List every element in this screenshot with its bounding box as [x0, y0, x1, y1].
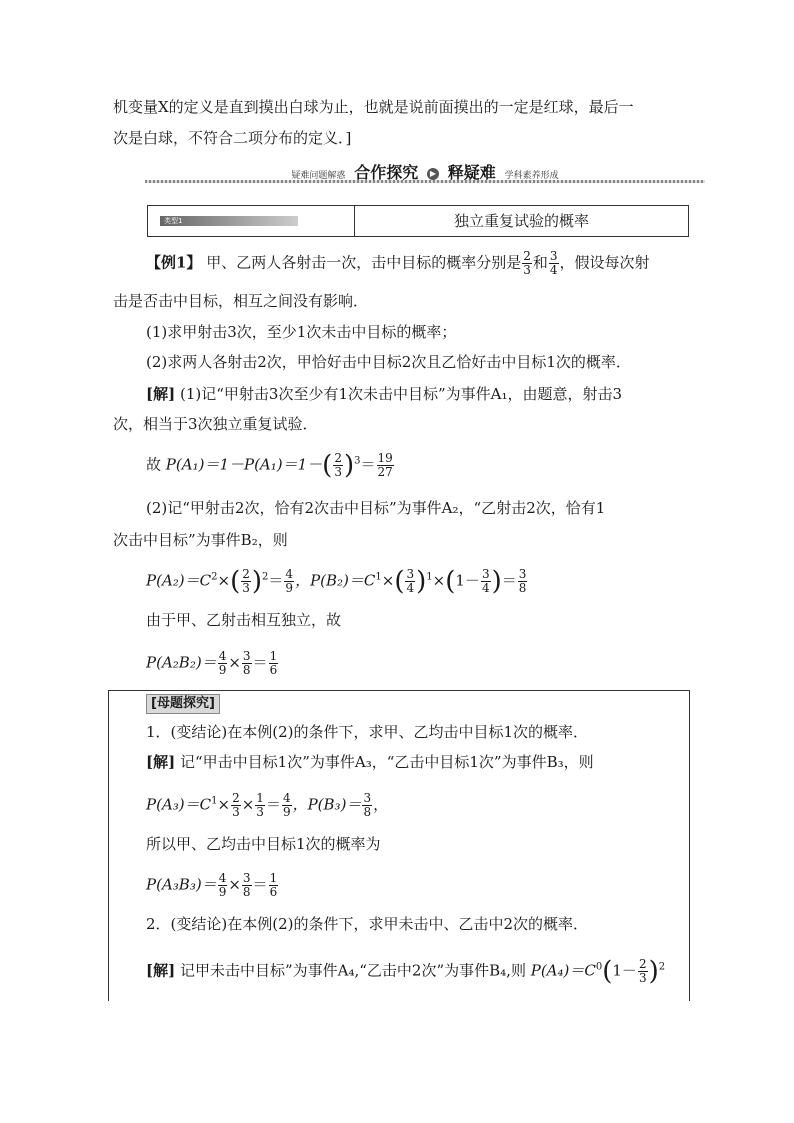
header-title-part2: 释疑难 [447, 163, 496, 182]
question-2: (2)求两人各射击2次，甲恰好击中目标2次且乙恰好击中目标1次的概率． [146, 353, 631, 371]
formula: P(A₃B₃)＝ $\frac{4}{9}$ × $\frac{3}{8}$ ＝ $\frac{1}{6}$ [146, 871, 278, 899]
formula: $P(A_2)=C^2\times$( $\frac{2}{3}$ )$^2$＝ $\frac{4}{9}$ ，$P(B_2)=C^1\times$( $\frac{3}{4}$ )$^1$×(1－ $\frac{3}{4}$ )＝ $\frac{3}{8}$ [146, 566, 527, 597]
header-title-part1: 合作探究 [354, 163, 419, 182]
solution-line [146, 752, 594, 776]
fraction: $\frac{4}{9}$ [218, 871, 227, 899]
header-left-text: 疑难问题解惑 [291, 171, 346, 181]
fraction: $\frac{2}{3}$ [523, 249, 531, 277]
topic-box-left [148, 206, 355, 236]
explore-tag: [母题探究] [146, 694, 220, 714]
fraction: $\frac{4}{9}$ [285, 567, 294, 595]
explore-question-2: 2．(变结论)在本例(2)的条件下，求甲未击中、乙击中2次的概率． [146, 915, 589, 933]
text-line: 次是白球，不符合二项分布的定义．] [113, 129, 352, 147]
text-line: 次，相当于3次独立重复试验． [113, 415, 318, 433]
fraction: $\frac{2}{3}$ [232, 791, 240, 819]
formula-text: P(A₁)＝1－P(A₁)＝1－ [165, 455, 323, 474]
solution-line: [解] 记甲未击中目标”为事件A₄,“乙击中2次”为事件B₄,则 $P(A_4)=C^0(1-$ $\frac{2}{3}$ )$^2$ [146, 956, 666, 987]
solution-tag: [解] [146, 385, 176, 403]
formula-text: 故 [146, 455, 162, 474]
formula: 故 P(A₁)＝1－P(A₁)＝1－( $\frac{2}{3}$ )$^3$＝ $\frac{19}{27}$ [146, 450, 393, 481]
solution-line [146, 384, 622, 408]
solution-tag: [解] [146, 753, 176, 771]
text-line: 所以甲、乙均击中目标1次的概率为 [146, 835, 381, 853]
example-text: 和 [532, 253, 548, 272]
solution-tag: [解] [146, 961, 176, 980]
fraction: $\frac{4}{9}$ [282, 791, 291, 819]
text-line: 次击中目标”为事件B₂，则 [113, 531, 288, 549]
example-text: ，假设每次射 [559, 253, 650, 272]
fraction: $\frac{3}{4}$ [481, 567, 490, 595]
solution-text: 记甲未击中目标”为事件A₄,“乙击中2次”为事件B₄,则 [179, 961, 526, 980]
text-line: 由于甲、乙射击相互独立，故 [146, 611, 342, 629]
fraction: $\frac{19}{27}$ [377, 451, 393, 479]
fraction: $\frac{3}{8}$ [363, 791, 372, 819]
fraction: $\frac{3}{4}$ [549, 249, 558, 277]
fraction: $\frac{1}{6}$ [269, 649, 278, 677]
fraction: $\frac{2}{3}$ [334, 451, 342, 479]
example-stem [146, 249, 650, 277]
fraction: $\frac{2}{3}$ [242, 567, 250, 595]
fraction: $\frac{1}{6}$ [269, 871, 278, 899]
arrow-icon: ▶ [427, 168, 439, 180]
explore-question-1: 1．(变结论)在本例(2)的条件下，求甲、乙均击中目标1次的概率． [146, 723, 589, 741]
header-right-text: 学科素养形成 [504, 171, 559, 181]
text-line: 机变量X的定义是直到摸出白球为止，也就是说前面摸出的一定是红球，最后一 [113, 98, 634, 116]
example-label: 【例1】 [146, 253, 202, 272]
formula: P(A₂B₂)＝ $\frac{4}{9}$ × $\frac{3}{8}$ ＝ $\frac{1}{6}$ [146, 649, 278, 677]
fraction: $\frac{3}{8}$ [242, 649, 251, 677]
question-1: (1)求甲射击3次，至少1次未击中目标的概率； [146, 323, 457, 341]
solution-text: (1)记“甲射击3次至少有1次未击中目标”为事件A₁，由题意，射击3 [179, 385, 623, 403]
topic-box [147, 205, 689, 237]
type-label: 类型1 [160, 216, 298, 226]
solution-text: 记“甲击中目标1次”为事件A₃，“乙击中目标1次”为事件B₃，则 [179, 753, 594, 771]
section-header [145, 160, 705, 188]
exponent: 3 [354, 455, 361, 467]
fraction: $\frac{3}{4}$ [406, 567, 415, 595]
topic-title: 独立重复试验的概率 [453, 212, 589, 230]
text-line: 击是否击中目标，相互之间没有影响． [113, 292, 369, 310]
fraction: $\frac{1}{3}$ [256, 791, 264, 819]
fraction: $\frac{3}{8}$ [242, 871, 251, 899]
text-line: (2)记“甲射击2次，恰有2次击中目标”为事件A₂，“乙射击2次，恰有1 [146, 499, 606, 517]
fraction: $\frac{4}{9}$ [218, 649, 227, 677]
fraction: $\frac{2}{3}$ [638, 957, 647, 985]
fraction: $\frac{3}{8}$ [518, 567, 527, 595]
formula: $P(A_3)=C^1\times$ $\frac{2}{3}$ × $\frac{1}{3}$ ＝ $\frac{4}{9}$ ，P(B₃)＝ $\frac{3}{8}$ ， [146, 791, 389, 819]
example-text: 甲、乙两人各射击一次，击中目标的概率分别是 [206, 253, 522, 272]
